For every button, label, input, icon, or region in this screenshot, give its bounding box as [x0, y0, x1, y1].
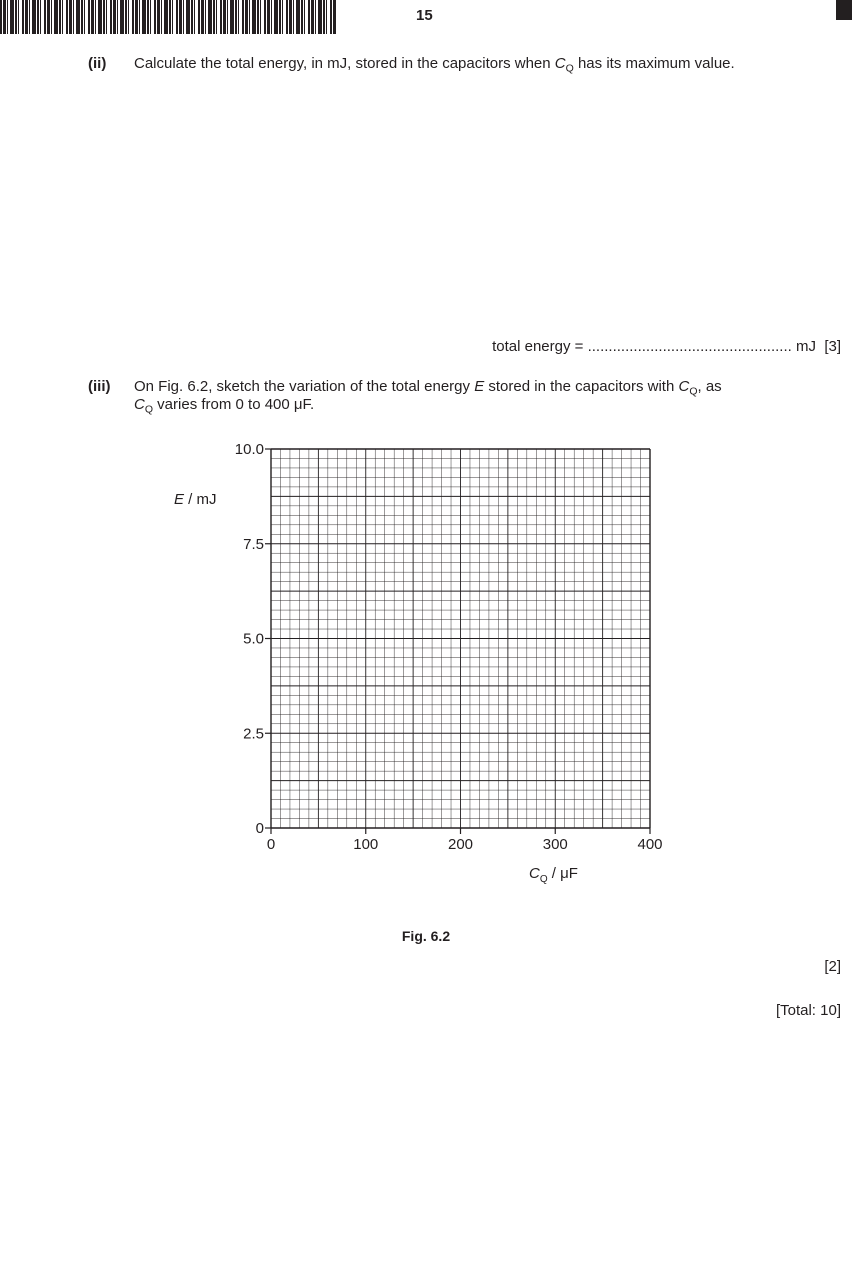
x-tick-label: 0 — [266, 836, 276, 853]
x-tick-label: 400 — [637, 836, 663, 853]
x-axis-symbol: C — [529, 865, 540, 882]
cq-symbol: C — [678, 378, 690, 395]
x-axis-label — [529, 865, 578, 885]
y-axis-label — [174, 491, 217, 508]
part-iii-text-4: varies from 0 to 400 μF. — [153, 396, 315, 413]
part-iii-text-3: , as — [697, 378, 722, 395]
x-axis-subscript: Q — [539, 874, 548, 885]
answer-blank[interactable]: ................................................. — [587, 338, 792, 355]
part-ii-text-1: Calculate the total energy, in mJ, stored in the capacitors when — [134, 55, 555, 72]
x-tick-label: 300 — [542, 836, 568, 853]
x-tick-label: 200 — [447, 836, 474, 853]
x-tick-label: 100 — [353, 836, 379, 853]
part-iii-text-2: stored in the capacitors with — [484, 378, 679, 395]
cq-symbol: C — [134, 396, 145, 413]
e-symbol: E — [474, 378, 485, 395]
y-tick-label: 5.0 — [243, 630, 264, 648]
cq-subscript: Q — [565, 62, 574, 75]
total-marks: [Total: 10] — [775, 1002, 841, 1019]
x-axis-unit: / μF — [547, 865, 578, 882]
answer-prefix: total energy = — [492, 338, 588, 355]
cq-symbol: C — [554, 55, 566, 72]
figure-caption: Fig. 6.2 — [401, 928, 451, 944]
y-tick-label: 0 — [255, 820, 264, 837]
axis-ticks — [265, 449, 650, 834]
part-ii-text-2: has its maximum value. — [573, 55, 735, 72]
y-tick-label: 7.5 — [243, 535, 264, 553]
answer-unit: mJ — [791, 338, 816, 355]
part-iii-text-1: On Fig. 6.2, sketch the variation of the total energy — [134, 378, 475, 395]
part-iii-label: (iii) — [88, 378, 111, 395]
y-tick-label: 10.0 — [234, 441, 264, 458]
part-ii-marks: [3] — [824, 338, 841, 355]
grid-lines — [271, 449, 650, 828]
page-number: 15 — [416, 7, 433, 24]
part-ii-label: (ii) — [88, 55, 107, 72]
part-iii-marks: [2] — [824, 958, 841, 975]
cq-subscript: Q — [689, 385, 698, 398]
y-axis-symbol: E — [174, 491, 185, 508]
cq-subscript: Q — [144, 403, 154, 416]
y-tick-label: 2.5 — [243, 725, 264, 743]
y-axis-unit: / mJ — [184, 491, 217, 508]
